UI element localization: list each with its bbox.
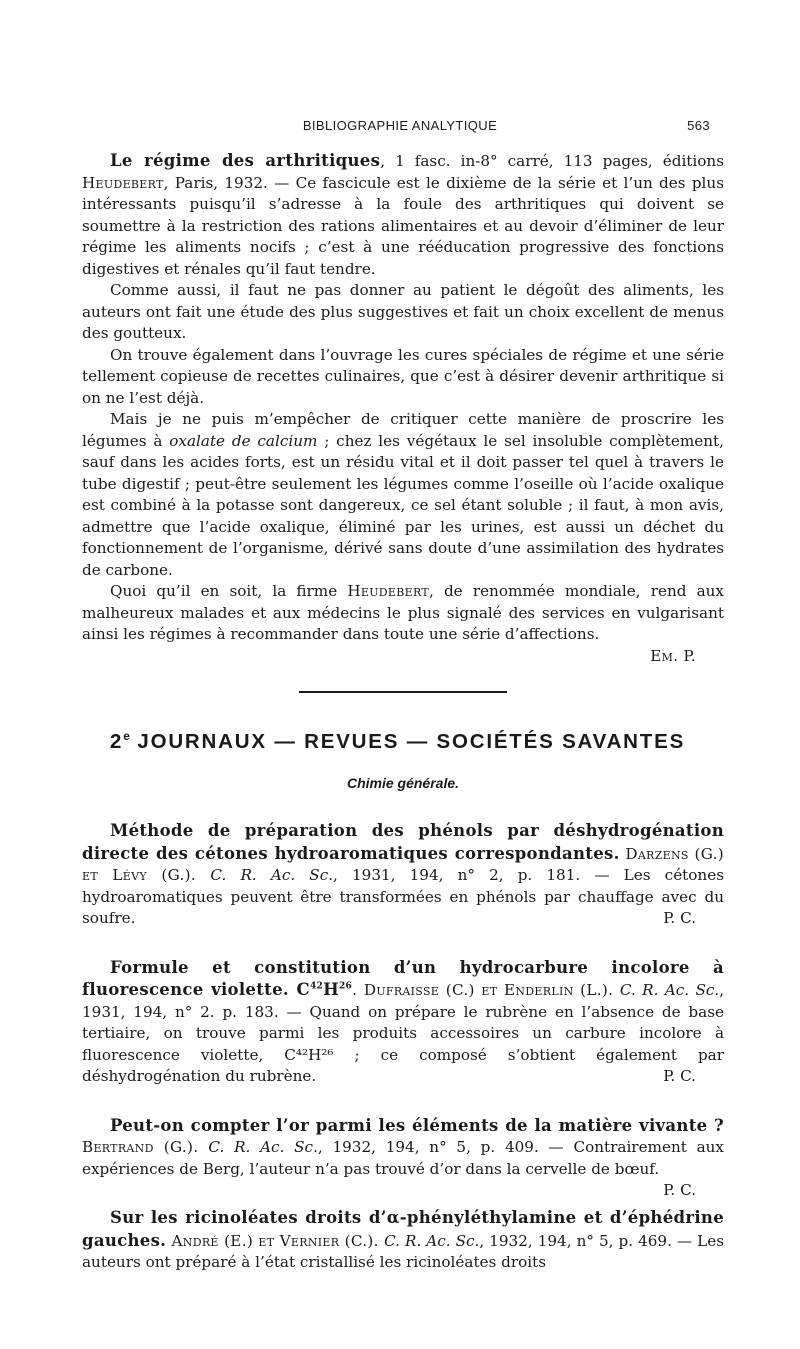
review-p4-italic: oxalate de calcium xyxy=(169,431,318,450)
review-signature: Em. P. xyxy=(650,646,696,665)
review-paragraph-3: On trouve également dans l’ouvrage les cures spéciales de régime et une série tellement copieuse de recettes culinaires, que c’est à désirer devenir arthritique si on ne l’est déjà. xyxy=(82,345,724,407)
page-number: 563 xyxy=(687,118,710,133)
review-title: Le régime des arthritiques xyxy=(110,151,381,170)
review-p4-end: ; chez les végétaux le sel insoluble complètement, sauf dans les acides forts, est un résidu vital et il doit passer tel quel à travers le tube digestif ; peut-être seulement les légumes comme l’oseille où l’acide oxalique est combiné à la potasse sont dangereux, ce sel étant soluble ; il faut, à mon avis, admettre que l’acide oxalique, éliminé par les urines, est aussi un déchet du fonctionnement de l’organisme, dérivé sans doute d’une assimilation des hydrates de carbone. xyxy=(82,431,724,579)
review-paragraph-4 xyxy=(82,409,724,581)
abstract-entry xyxy=(82,1207,724,1274)
review-p5-start: Quoi qu’il en soit, la firme xyxy=(110,582,348,600)
section-divider xyxy=(299,691,507,693)
entry-credit: P. C. xyxy=(663,909,696,927)
entry-title: Formule et constitution d’un hydrocarbure incolore à fluorescence violette. xyxy=(82,957,724,999)
review-intro: , 1 fasc. in-8° carré, 113 pages, éditions xyxy=(380,152,724,170)
section-number-sup: e xyxy=(123,729,130,744)
running-head xyxy=(90,118,710,138)
abstract-entry xyxy=(82,820,724,930)
review-p5-end: , de renommée mondiale, rend aux malheureux malades et aux médecins le plus signalé des services en vulgarisant ainsi les régimes à recommander dans toute une série d’affections. xyxy=(82,582,724,643)
book-review xyxy=(82,150,724,667)
entry-authors: André (E.) et Vernier (C.). xyxy=(166,1231,385,1250)
entry-title: Méthode de préparation des phénols par déshydrogénation directe des cétones hydroaromatiques correspondantes. xyxy=(82,821,724,863)
section-title: JOURNAUX — REVUES — SOCIÉTÉS SAVANTES xyxy=(129,730,686,753)
entry-formula: $C^{42}H^{26}$ xyxy=(288,980,353,999)
section-number: 2 xyxy=(110,730,124,753)
entry-title: Sur les ricinoléates droits d’α-phényléthylamine et d’éphédrine gauches. xyxy=(82,1208,724,1250)
entry-authors: Darzens (G.) et Lévy (G.). xyxy=(82,844,725,884)
entry-journal: C. R. Ac. Sc. xyxy=(208,1138,318,1156)
review-publisher: Heudebert xyxy=(82,173,164,192)
entry-journal: C. R. Ac. Sc. xyxy=(210,866,334,884)
subsection-heading: Chimie générale. xyxy=(346,774,460,791)
entry-journal: C. R. Ac. Sc. xyxy=(384,1231,480,1250)
entry-text: , 1932, 194, n° 5, p. 469. — Les auteurs ont préparé à l’état cristallisé les ricinoléates droits xyxy=(82,1231,725,1271)
entry-text: , 1932, 194, n° 5, p. 409. — Contrairement aux expériences de Berg, l’auteur n’a pas trouvé d’or dans la cervelle de bœuf. xyxy=(82,1138,724,1178)
abstract-entry xyxy=(82,957,724,1088)
review-paragraph-2: Comme aussi, il faut ne pas donner au patient le dégoût des aliments, les auteurs ont fait une étude des plus suggestives et fait un choix excellent de menus des goutteux. xyxy=(82,281,724,342)
review-paragraph-1 xyxy=(82,150,724,280)
entry-credit: P. C. xyxy=(663,1067,696,1085)
review-intro-rest: , Paris, 1932. — Ce fascicule est le dixième de la série et l’un des plus intéressants puisqu’il s’adresse à la foule des arthritiques qui doivent se soumettre à la restriction des rations alimentaires et au devoir d’éliminer de leur régime les aliments nocifs ; c’est à une rééducation progressive des fonctions digestives et rénales qu’il faut tendre. xyxy=(82,173,724,278)
page-content xyxy=(82,150,724,1274)
entry-title: Peut-on compter l’or parmi les éléments de la matière vivante ? xyxy=(110,1115,724,1135)
entry-authors: . Dufraisse (C.) et Enderlin (L.). xyxy=(352,981,620,999)
running-title: BIBLIOGRAPHIE ANALYTIQUE xyxy=(302,118,498,133)
entry-text: , 1931, 194, n° 2, p. 181. — Les cétones hydroaromatiques peuvent être transformées en phénols par chauffage avec du soufre. xyxy=(82,866,724,927)
review-paragraph-5 xyxy=(82,581,724,646)
entry-credit: P. C. xyxy=(663,1181,696,1199)
abstract-entry xyxy=(82,1115,724,1199)
review-p4-start: Mais je ne puis m’empêcher de critiquer cette manière de proscrire les légumes à xyxy=(82,410,724,450)
entry-authors: Bertrand (G.). xyxy=(82,1138,209,1156)
section-heading xyxy=(110,731,724,753)
review-firm: Heudebert xyxy=(347,582,429,600)
entry-journal: C. R. Ac. Sc. xyxy=(619,981,720,999)
entry-text: , 1931, 194, n° 2. p. 183. — Quand on prépare le rubrène en l’absence de base tertiaire, on trouve parmi les produits accessoires un carbure incolore à fluorescence violette, C⁴²H²⁶ ; ce composé s’obtient également par déshydrogénation du rubrène. xyxy=(82,981,725,1085)
